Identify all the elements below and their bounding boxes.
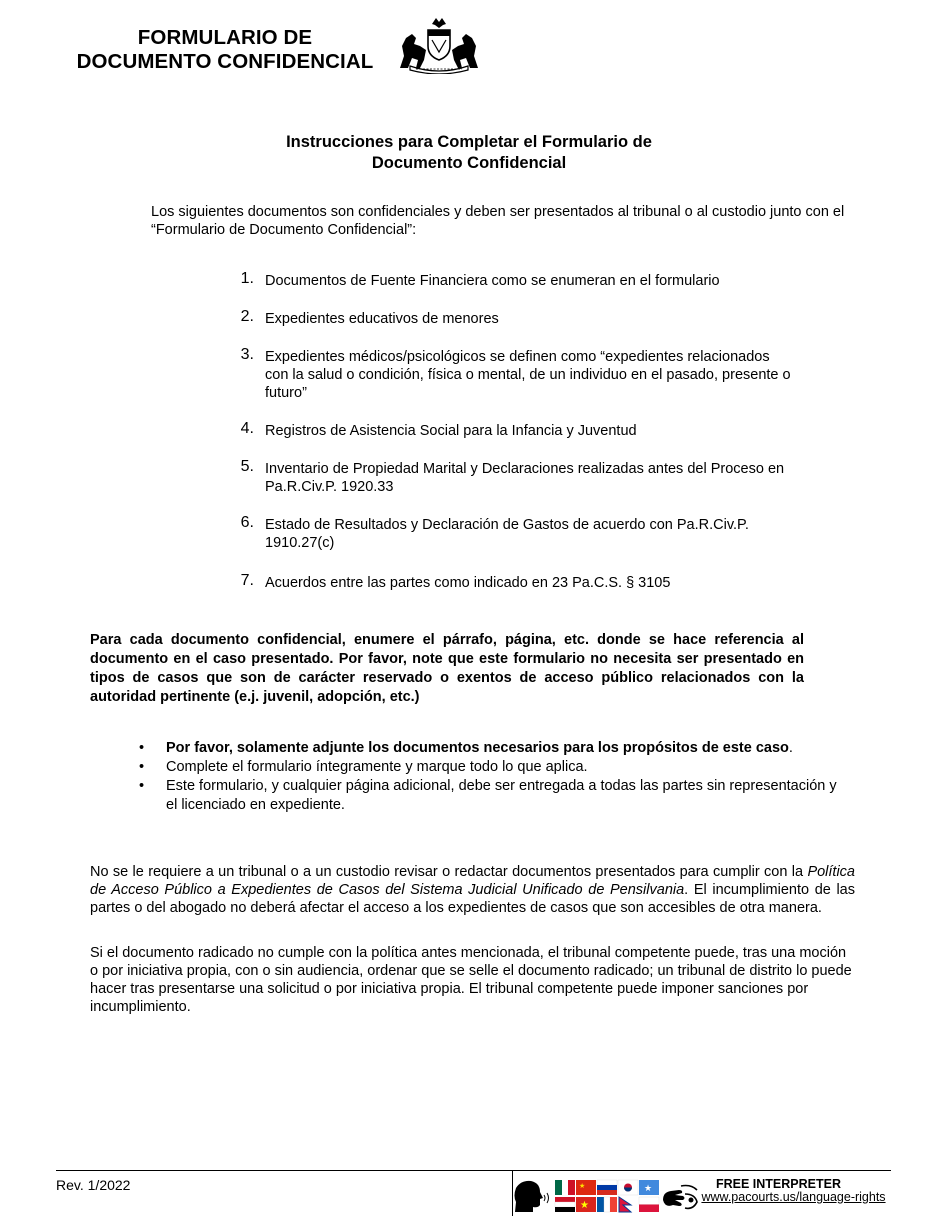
bullet-icon: •: [139, 759, 145, 775]
list-text: Documentos de Fuente Financiera como se enumeran en el formulario: [265, 273, 720, 289]
policy-notice-paragraph: [90, 863, 855, 917]
document-list-item: [236, 310, 836, 328]
bullet-item: [137, 758, 837, 777]
bullet-item: [137, 739, 837, 758]
footer-divider: [56, 1170, 891, 1171]
svg-text:★: ★: [579, 1182, 586, 1190]
list-number: 5.: [240, 458, 254, 475]
notice-text-start: No se le requiere a un tribunal o a un custodio revisar o redactar documentos presentados para cumplir con la: [90, 864, 808, 880]
bullet-text: Este formulario, y cualquier página adicional, debe ser entregada a todas las partes sin representación y el licenciado en expediente.: [166, 778, 837, 813]
document-list-item: [236, 516, 816, 552]
document-list-item: [236, 348, 796, 402]
notice-text-end: . El incumplimiento de las partes o del abogado no deberá afectar el acceso a los expedientes de casos que son accesibles de otra manera.: [90, 882, 855, 916]
form-title-line1: FORMULARIO DE: [137, 26, 313, 49]
sign-language-icon: [663, 1186, 697, 1209]
list-number: 4.: [240, 420, 254, 437]
list-text: Inventario de Propiedad Marital y Declaraciones realizadas antes del Proceso en Pa.R.Civ.P. 1920.33: [265, 461, 785, 495]
bullet-icon: •: [139, 740, 145, 756]
list-number: 3.: [240, 346, 254, 363]
list-text: Expedientes médicos/psicológicos se definen como “expedientes relacionados con la salud o condición, física o mental, de un individuo en el pasado, presente o futuro”: [265, 349, 791, 401]
list-number: 2.: [240, 308, 254, 325]
bullet-text-end: .: [788, 740, 793, 756]
list-text: Expedientes educativos de menores: [265, 311, 499, 327]
policy-name: Política de Acceso Público a Expedientes de Casos del Sistema Judicial Unificado de Pensilvania: [90, 864, 855, 898]
list-text: Estado de Resultados y Declaración de Gastos de acuerdo con Pa.R.Civ.P. 1910.27(c): [265, 517, 749, 551]
list-number: 7.: [240, 572, 254, 589]
bullet-bold-text: Por favor, solamente adjunte los documentos necesarios para los propósitos de este caso: [166, 740, 789, 756]
pennsylvania-coat-of-arms-icon: [396, 16, 482, 74]
list-number: 1.: [240, 270, 254, 287]
speaking-head-icon: [515, 1181, 549, 1212]
bullet-list: [137, 739, 837, 815]
list-text: Registros de Asistencia Social para la Infancia y Juventud: [265, 423, 637, 439]
intro-paragraph: Los siguientes documentos son confidenciales y deben ser presentados al tribunal o al custodio junto con el “Formulario de Documento Confidencial”:: [151, 204, 845, 238]
form-title: [60, 26, 390, 74]
interpreter-icons: [513, 1178, 700, 1214]
revision-label: Rev. 1/2022: [56, 1177, 131, 1193]
reference-instructions-paragraph: Para cada documento confidencial, enumere el párrafo, página, etc. donde se hace referencia al documento en el caso presentado. Por favor, note que este formulario no necesita ser presentado en tipos de casos que son de carácter reservado o exentos de acceso público relacionados con la autoridad pertinente (e.j. juvenil, adopción, etc.): [90, 632, 804, 705]
svg-text:★: ★: [644, 1184, 653, 1194]
svg-text:★: ★: [580, 1200, 589, 1211]
instructions-title: [180, 132, 758, 174]
language-rights-link[interactable]: www.pacourts.us/language-rights: [701, 1190, 886, 1204]
language-flags-icon: [555, 1180, 659, 1212]
free-interpreter-label: FREE INTERPRETER: [715, 1177, 841, 1191]
bullet-item: [137, 777, 837, 815]
instructions-title-line1: Instrucciones para Completar el Formulario de: [286, 133, 652, 151]
bullet-text: Complete el formulario íntegramente y marque todo lo que aplica.: [166, 759, 588, 775]
instructions-title-line2: Documento Confidencial: [371, 154, 567, 172]
document-list-item: [236, 574, 836, 592]
document-list-item: [236, 422, 836, 440]
document-list-item: [236, 460, 836, 496]
document-list-item: [236, 272, 836, 290]
sanctions-notice-paragraph: Si el documento radicado no cumple con la política antes mencionada, el tribunal competente puede, tras una moción o por iniciativa propia, con o sin audiencia, ordenar que se selle el documento radicado; un tribunal de distrito lo puede hacer tras presentarse una solicitud o por iniciativa propia. El tribunal competente puede imponer sanciones por incumplimiento.: [90, 945, 852, 1015]
list-text: Acuerdos entre las partes como indicado en 23 Pa.C.S. § 3105: [265, 575, 671, 591]
list-number: 6.: [240, 514, 254, 531]
form-title-line2: DOCUMENTO CONFIDENCIAL: [76, 50, 374, 73]
bullet-icon: •: [139, 778, 145, 794]
